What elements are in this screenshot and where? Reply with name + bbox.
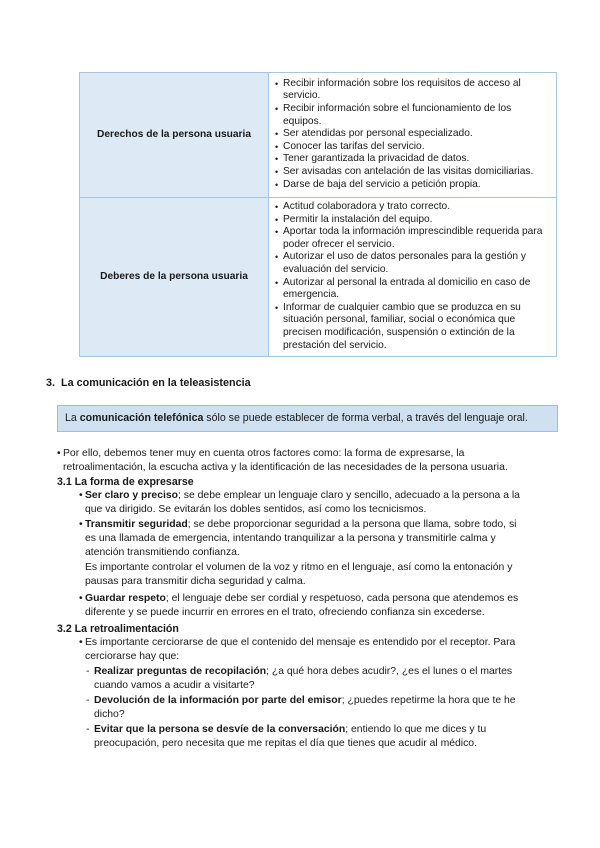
item-bold: Devolución de la información por parte del emisor	[94, 695, 342, 706]
subsection-title: 3.1 La forma de expresarse	[57, 476, 194, 488]
bullet-icon: •	[57, 448, 61, 459]
list-item	[79, 592, 559, 620]
dash-icon: -	[86, 666, 90, 677]
item-bold: Guardar respeto	[85, 593, 166, 604]
intro-line: Por ello, debemos tener muy en cuenta otros factores como: la forma de expresarse, la	[63, 448, 465, 459]
row-items-cell	[269, 73, 557, 198]
bullet-icon: •	[79, 593, 83, 604]
item-text: ; se debe proporcionar seguridad a la persona que llama, sobre todo, si	[187, 519, 517, 530]
item-text: dicho?	[94, 709, 125, 721]
list-item: • Recibir información sobre los requisitos de acceso al servicio.	[275, 78, 550, 103]
list-item	[79, 489, 559, 517]
list-item: • Informar de cualquier cambio que se produzca en su situación personal, familiar, social o económica que precisen modificación, suspensión o extinción de la prestación del servicio.	[275, 302, 550, 352]
item-text: es una llamada de emergencia, intentando tranquilizar a la persona y transmitirle calma y	[85, 533, 496, 545]
item-text: pausas para transmitir dicha seguridad y calma.	[85, 575, 306, 587]
section-number: 3.	[46, 377, 56, 389]
list-item: • Conocer las tarifas del servicio.	[275, 141, 550, 154]
highlight-box	[57, 405, 558, 432]
list-item	[86, 694, 558, 722]
list-item: • Actitud colaboradora y trato correcto.	[275, 201, 550, 214]
item-text: ; entiendo lo que me dices y tu	[345, 724, 487, 735]
item-text: Es importante controlar el volumen de la voz y ritmo en el lenguaje, así como la entonación y	[85, 561, 513, 573]
section-title: La comunicación en la teleasistencia	[61, 377, 251, 389]
item-text: ; el lenguaje debe ser cordial y respetuoso, cada persona que atendemos es	[165, 593, 519, 604]
list-item: • Tener garantizada la privacidad de datos.	[275, 153, 550, 166]
table-row	[80, 73, 557, 198]
item-text: Es importante cerciorarse de que el contenido del mensaje es entendido por el receptor. Para	[85, 637, 516, 648]
list-item: • Autorizar el uso de datos personales para la gestión y evaluación del servicio.	[275, 251, 550, 276]
list-item: • Ser atendidas por personal especializado.	[275, 128, 550, 141]
item-bold: Ser claro y preciso	[85, 490, 178, 501]
section-heading	[46, 377, 251, 389]
table-row	[80, 198, 557, 357]
list-item	[86, 665, 558, 693]
item-text: ; ¿a qué hora debes acudir?, ¿es el lunes o el martes	[266, 666, 513, 677]
list-item	[79, 518, 559, 589]
item-bold: Transmitir seguridad	[85, 519, 188, 530]
list-item: • Permitir la instalación del equipo.	[275, 214, 550, 227]
item-text: ; se debe emplear un lenguaje claro y sencillo, adecuado a la persona a la	[178, 490, 520, 501]
dash-icon: -	[86, 724, 90, 735]
duties-list	[275, 201, 550, 352]
subsection-title: 3.2 La retroalimentación	[57, 623, 179, 635]
list-item: • Autorizar al personal la entrada al domicilio en caso de emergencia.	[275, 277, 550, 302]
list-item	[86, 723, 558, 751]
intro-line: retroalimentación, la escucha activa y la identificación de las necesidades de la persona usuaria.	[63, 462, 508, 474]
list-item: • Darse de baja del servicio a petición propia.	[275, 179, 550, 192]
highlight-rest: sólo se puede establecer de forma verbal, a través del lenguaje oral.	[203, 412, 528, 424]
rights-duties-table	[79, 72, 557, 357]
rights-list	[275, 78, 550, 191]
row-items-cell	[269, 198, 557, 357]
intro-paragraph	[57, 447, 557, 475]
item-text: diferente y se puede incurrir en errores en el trato, ofreciendo confianza sin excederse.	[85, 607, 485, 619]
item-text: cuando vamos a acudir a visitarte?	[94, 680, 255, 692]
bullet-icon: •	[79, 519, 83, 530]
item-text: atención transmitiendo confianza.	[85, 547, 240, 559]
list-item: • Aportar toda la información imprescindible requerida para poder ofrecer el servicio.	[275, 226, 550, 251]
item-bold: Evitar que la persona se desvíe de la conversación	[94, 724, 346, 735]
bullet-icon: •	[79, 637, 83, 648]
item-text: preocupación, pero necesita que me repitas el día que tienes que acudir al médico.	[94, 738, 477, 750]
highlight-bold: comunicación telefónica	[79, 412, 204, 424]
row-label: Deberes de la persona usuaria	[80, 198, 269, 357]
item-bold: Realizar preguntas de recopilación	[94, 666, 267, 677]
item-text: que va dirigido. Se evitarán los dobles sentidos, así como los tecnicismos.	[85, 504, 427, 516]
row-label: Derechos de la persona usuaria	[80, 73, 269, 198]
list-item	[79, 636, 559, 664]
list-item: • Ser avisadas con antelación de las visitas domiciliarias.	[275, 166, 550, 179]
list-item: • Recibir información sobre el funcionamiento de los equipos.	[275, 103, 550, 128]
dash-icon: -	[86, 695, 90, 706]
bullet-icon: •	[79, 490, 83, 501]
highlight-prefix: La	[65, 412, 80, 424]
item-text: ; ¿puedes repetirme la hora que te he	[341, 695, 516, 706]
item-text: cerciorarse hay que:	[85, 651, 180, 663]
